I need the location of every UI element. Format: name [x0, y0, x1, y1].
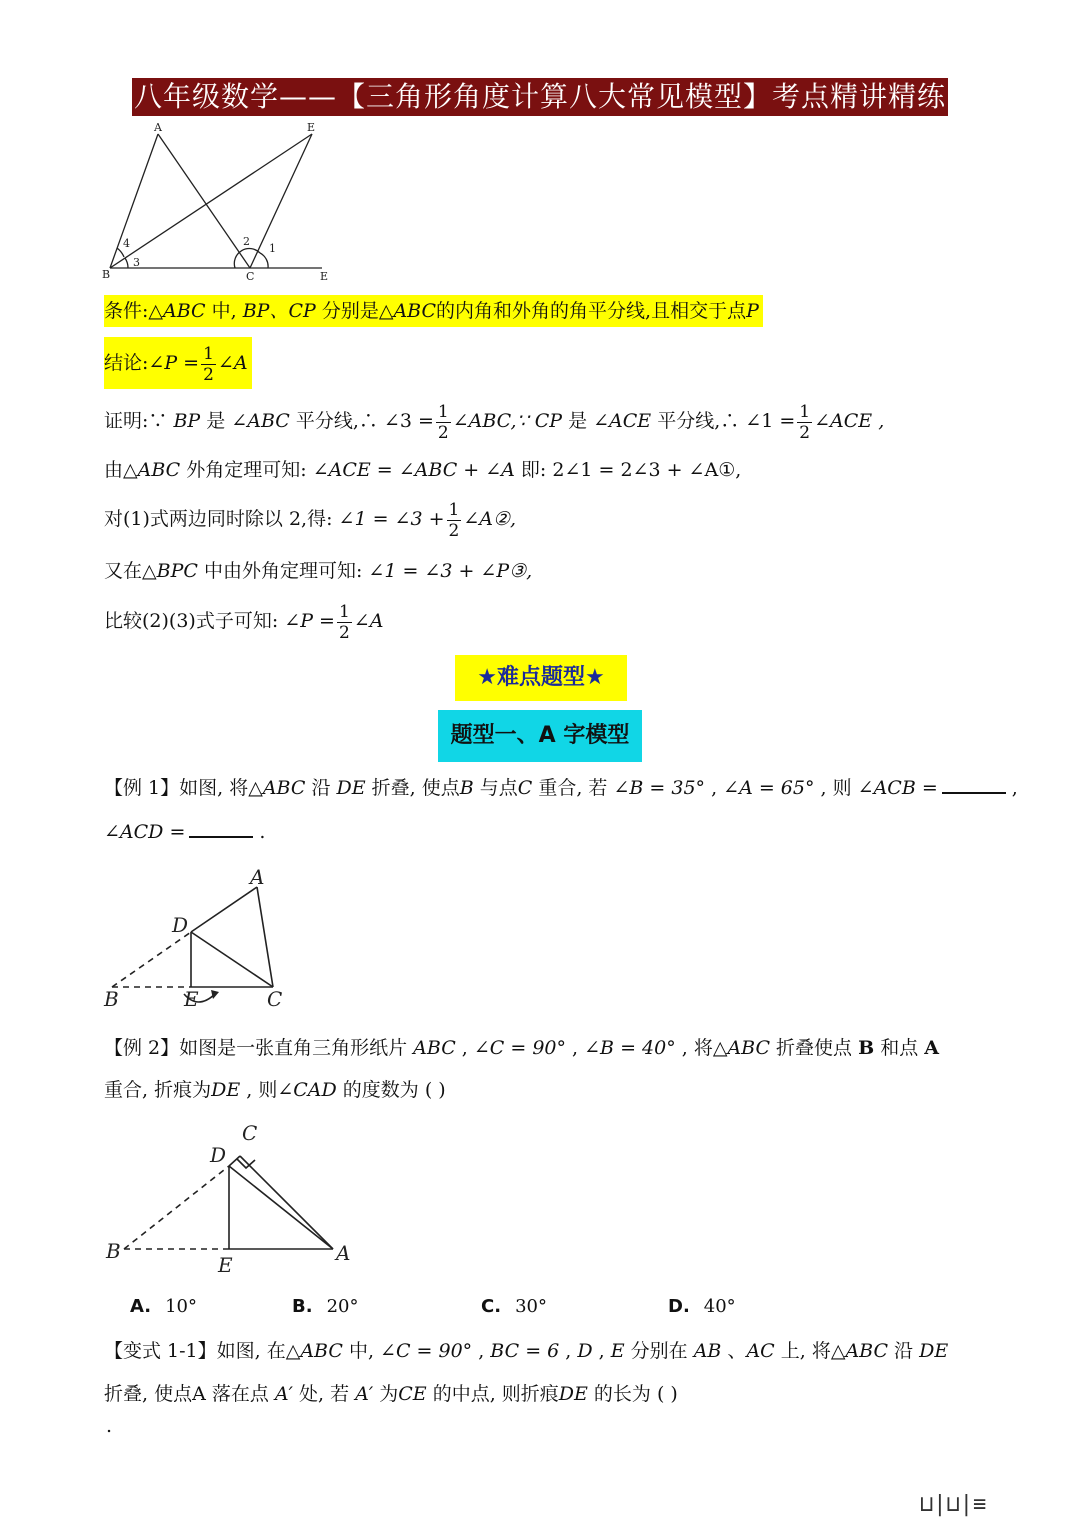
example2-line-1: [104, 1034, 939, 1062]
example1-line-2: [104, 818, 265, 846]
option-letter: B.: [292, 1296, 313, 1317]
fraction-denominator: 2: [338, 622, 350, 643]
proof-text: 平分线,∴ ∠1 =: [651, 410, 796, 432]
proof-math: ∠1 = ∠3 +: [338, 508, 445, 530]
option-letter: A.: [130, 1296, 152, 1317]
variant-text: ,: [472, 1340, 491, 1362]
example-text: 【例 1】如图, 将: [104, 777, 249, 799]
proof-text: 又在: [104, 560, 143, 582]
label-d: D: [172, 913, 189, 937]
conclusion-line: [104, 337, 252, 389]
label-c: C: [246, 270, 255, 283]
label-angle-4: 4: [123, 237, 130, 250]
proof-math: △BPC: [142, 560, 198, 582]
conclusion-rhs: ∠A: [217, 352, 248, 374]
variant-text: 分别在: [624, 1340, 694, 1362]
condition-text3: 的内角和外角的角平分线,且相交于点: [436, 300, 747, 322]
proof-text: 对(1)式两边同时除以 2,得:: [104, 508, 339, 530]
variant-text: ,: [592, 1340, 611, 1362]
label-b: B: [106, 1239, 121, 1263]
conclusion-fraction: [201, 344, 216, 385]
variant-math: △ABC: [830, 1340, 889, 1362]
proof-math: ∠A: [353, 610, 384, 632]
example-text: .: [253, 821, 266, 843]
fraction-denominator: 2: [437, 422, 449, 443]
condition-text2: 分别是: [315, 300, 379, 322]
variant-text: 中,: [342, 1340, 381, 1362]
fraction-numerator: 1: [203, 343, 214, 364]
proof-text: 是: [200, 410, 232, 432]
condition-triangle2: △ABC: [378, 300, 437, 322]
label-e-top: E: [307, 121, 316, 134]
variant-math: A: [192, 1383, 206, 1405]
arc-3: [125, 258, 128, 268]
proof-line-4: [104, 557, 532, 585]
variant-math: E: [610, 1340, 625, 1362]
line-dc: [191, 932, 273, 987]
option-c[interactable]: [481, 1296, 547, 1317]
dashed-bd: [124, 1166, 229, 1249]
example-math: A: [924, 1037, 940, 1059]
proof-fraction: [436, 402, 451, 443]
proof-text: 即: 2∠1 = 2∠3 + ∠A①,: [514, 459, 742, 481]
example-text: 沿: [305, 777, 337, 799]
proof-text: 外角定理可知:: [180, 459, 313, 481]
variant-line-2: [104, 1380, 678, 1408]
example-math: ∠C = 90°: [473, 1037, 567, 1059]
example-math: B: [459, 777, 474, 799]
label-a: A: [336, 1241, 351, 1265]
right-angle-mark: [237, 1159, 255, 1168]
example-math: △ABC: [712, 1037, 771, 1059]
proof-line-2: [104, 456, 741, 484]
proof-line-1: [104, 398, 884, 444]
fraction-denominator: 2: [203, 364, 214, 385]
example-text: , 则: [814, 777, 858, 799]
variant-text: 的长为 ( ): [587, 1383, 678, 1405]
section-type1-text: 题型一、A 字模型: [450, 723, 630, 748]
proof-math: ∠P =: [284, 610, 335, 632]
arc-1: [260, 253, 268, 268]
proof-text: 平分线,∴ ∠3 =: [289, 410, 434, 432]
proof-fraction: [447, 500, 462, 541]
proof-text: 是: [562, 410, 594, 432]
example-math: DE: [336, 777, 366, 799]
fraction-denominator: 2: [799, 422, 811, 443]
example-text: 【例 2】如图是一张直角三角形纸片: [104, 1037, 414, 1059]
figure-example2-fold: [100, 1118, 360, 1280]
proof-math: ∠1 = ∠3 + ∠P③,: [368, 560, 533, 582]
proof-text: 证明:∵: [104, 410, 174, 432]
fraction-numerator: 1: [448, 499, 460, 520]
variant-text: 处, 若: [292, 1383, 356, 1405]
variant-trailing-dot: .: [106, 1415, 113, 1437]
example-text: 重合, 折痕为: [104, 1079, 212, 1101]
example-math: ∠B = 35°: [613, 777, 706, 799]
condition-mid: 中,: [205, 300, 243, 322]
option-d[interactable]: [668, 1296, 736, 1317]
proof-math: ∠ABC: [231, 410, 290, 432]
proof-math: ∠ACE: [593, 410, 652, 432]
example-text: 折叠, 使点: [365, 777, 460, 799]
line-da: [229, 1166, 333, 1249]
label-angle-3: 3: [133, 256, 140, 269]
section-hard-heading: [455, 655, 627, 701]
variant-math: A′: [274, 1383, 293, 1405]
proof-fraction: [797, 402, 812, 443]
answer-blank-acd[interactable]: [189, 818, 253, 838]
proof-math: ∠ACE = ∠ABC + ∠A: [312, 459, 515, 481]
example-text: 的度数为 ( ): [336, 1079, 446, 1101]
proof-fraction: [337, 602, 352, 643]
label-e: E: [184, 987, 199, 1011]
label-c: C: [267, 987, 283, 1011]
option-letter: C.: [481, 1296, 502, 1317]
condition-bp-cp: BP、CP: [242, 300, 316, 322]
variant-text: 落在点: [205, 1383, 275, 1405]
fold-arrow-head: [211, 990, 219, 999]
example-text: 和点: [874, 1037, 925, 1059]
fraction-numerator: 1: [338, 601, 350, 622]
variant-math: AB: [693, 1340, 722, 1362]
figure-angle-bisector-model: [100, 120, 340, 285]
line-ac: [158, 134, 250, 268]
proof-math: △ABC: [123, 459, 181, 481]
section-hard-text: ★难点题型★: [477, 665, 605, 690]
section-type1-heading: [438, 710, 642, 762]
label-d: D: [210, 1143, 227, 1167]
example-math: ∠CAD: [277, 1079, 337, 1101]
line-ac: [257, 887, 273, 987]
answer-blank-acb[interactable]: [942, 774, 1006, 794]
variant-math: ∠C = 90°: [380, 1340, 473, 1362]
proof-line-3: [104, 496, 516, 542]
example-math: ∠A = 65°: [723, 777, 815, 799]
page-controls-icon[interactable]: ⊔|⊔|≡: [920, 1492, 987, 1517]
example-text: ,: [1005, 777, 1018, 799]
option-a[interactable]: [130, 1296, 197, 1317]
conclusion-lhs: ∠P =: [148, 352, 200, 374]
example-math: C: [517, 777, 533, 799]
condition-point-p: P: [746, 300, 759, 322]
example-math: ∠ACB =: [857, 777, 938, 799]
example-text: , 将: [675, 1037, 713, 1059]
option-value: 10°: [165, 1296, 198, 1317]
variant-line-1: [104, 1337, 948, 1365]
figure-example1-fold: [100, 860, 300, 1020]
label-e: E: [218, 1253, 233, 1277]
variant-text: 的中点, 则折痕: [426, 1383, 559, 1405]
variant-math: △ABC: [285, 1340, 343, 1362]
example-math: B: [858, 1037, 875, 1059]
label-angle-1: 1: [269, 242, 276, 255]
example-math: DE: [211, 1079, 241, 1101]
example2-line-2: [104, 1076, 446, 1104]
proof-text: 中由外角定理可知:: [197, 560, 369, 582]
example-text: 折叠使点: [770, 1037, 859, 1059]
option-value: 20°: [326, 1296, 359, 1317]
option-b[interactable]: [292, 1296, 358, 1317]
line-da: [191, 887, 257, 932]
example1-line-1: [104, 774, 1018, 802]
variant-math: A′: [355, 1383, 374, 1405]
example-math: ABC: [413, 1037, 456, 1059]
line-ca: [240, 1156, 333, 1249]
conclusion-prefix: 结论:: [104, 352, 149, 374]
condition-line: [104, 295, 763, 327]
proof-line-5: [104, 598, 383, 644]
variant-math: DE: [919, 1340, 949, 1362]
variant-text: ,: [559, 1340, 578, 1362]
proof-math: BP: [173, 410, 201, 432]
example-math: △ABC: [248, 777, 306, 799]
label-a: A: [250, 865, 265, 889]
variant-math: AC: [746, 1340, 775, 1362]
example-text: 与点: [473, 777, 518, 799]
proof-text: 比较(2)(3)式子可知:: [104, 610, 285, 632]
example-text: ,: [705, 777, 724, 799]
example-text: ,: [566, 1037, 585, 1059]
example-text: ,: [455, 1037, 474, 1059]
label-b: B: [104, 987, 119, 1011]
variant-math: BC = 6: [490, 1340, 560, 1362]
proof-math: ∠A②,: [463, 508, 517, 530]
example-text: 重合, 若: [532, 777, 614, 799]
condition-prefix: 条件:: [104, 300, 149, 322]
variant-math: D: [577, 1340, 593, 1362]
page-title: 八年级数学——【三角形角度计算八大常见模型】考点精讲精练: [132, 78, 948, 116]
label-c: C: [242, 1121, 258, 1145]
fraction-numerator: 1: [437, 401, 449, 422]
label-e-bottom: E: [320, 270, 329, 283]
variant-math: DE: [558, 1383, 588, 1405]
example-math: ∠B = 40°: [584, 1037, 676, 1059]
option-value: 40°: [703, 1296, 736, 1317]
variant-text: 、: [721, 1340, 747, 1362]
variant-math: CE: [398, 1383, 427, 1405]
condition-triangle: △ABC: [148, 300, 206, 322]
option-letter: D.: [668, 1296, 690, 1317]
fraction-denominator: 2: [448, 520, 460, 541]
example-text: , 则: [240, 1079, 278, 1101]
variant-text: 【变式 1-1】如图, 在: [104, 1340, 286, 1362]
proof-math: ∠ACE ,: [814, 410, 885, 432]
label-angle-2: 2: [243, 235, 250, 248]
proof-math: ∠ABC,∵ CP: [452, 410, 563, 432]
fraction-numerator: 1: [799, 401, 811, 422]
example-math: ∠ACD =: [104, 821, 186, 843]
variant-text: 上, 将: [774, 1340, 831, 1362]
variant-text: 为: [373, 1383, 399, 1405]
dashed-bd: [112, 932, 191, 987]
label-b: B: [102, 268, 111, 281]
variant-text: 折叠, 使点: [104, 1383, 193, 1405]
variant-text: 沿: [888, 1340, 920, 1362]
option-value: 30°: [515, 1296, 547, 1317]
proof-text: 由: [104, 459, 124, 481]
label-a: A: [154, 121, 162, 134]
